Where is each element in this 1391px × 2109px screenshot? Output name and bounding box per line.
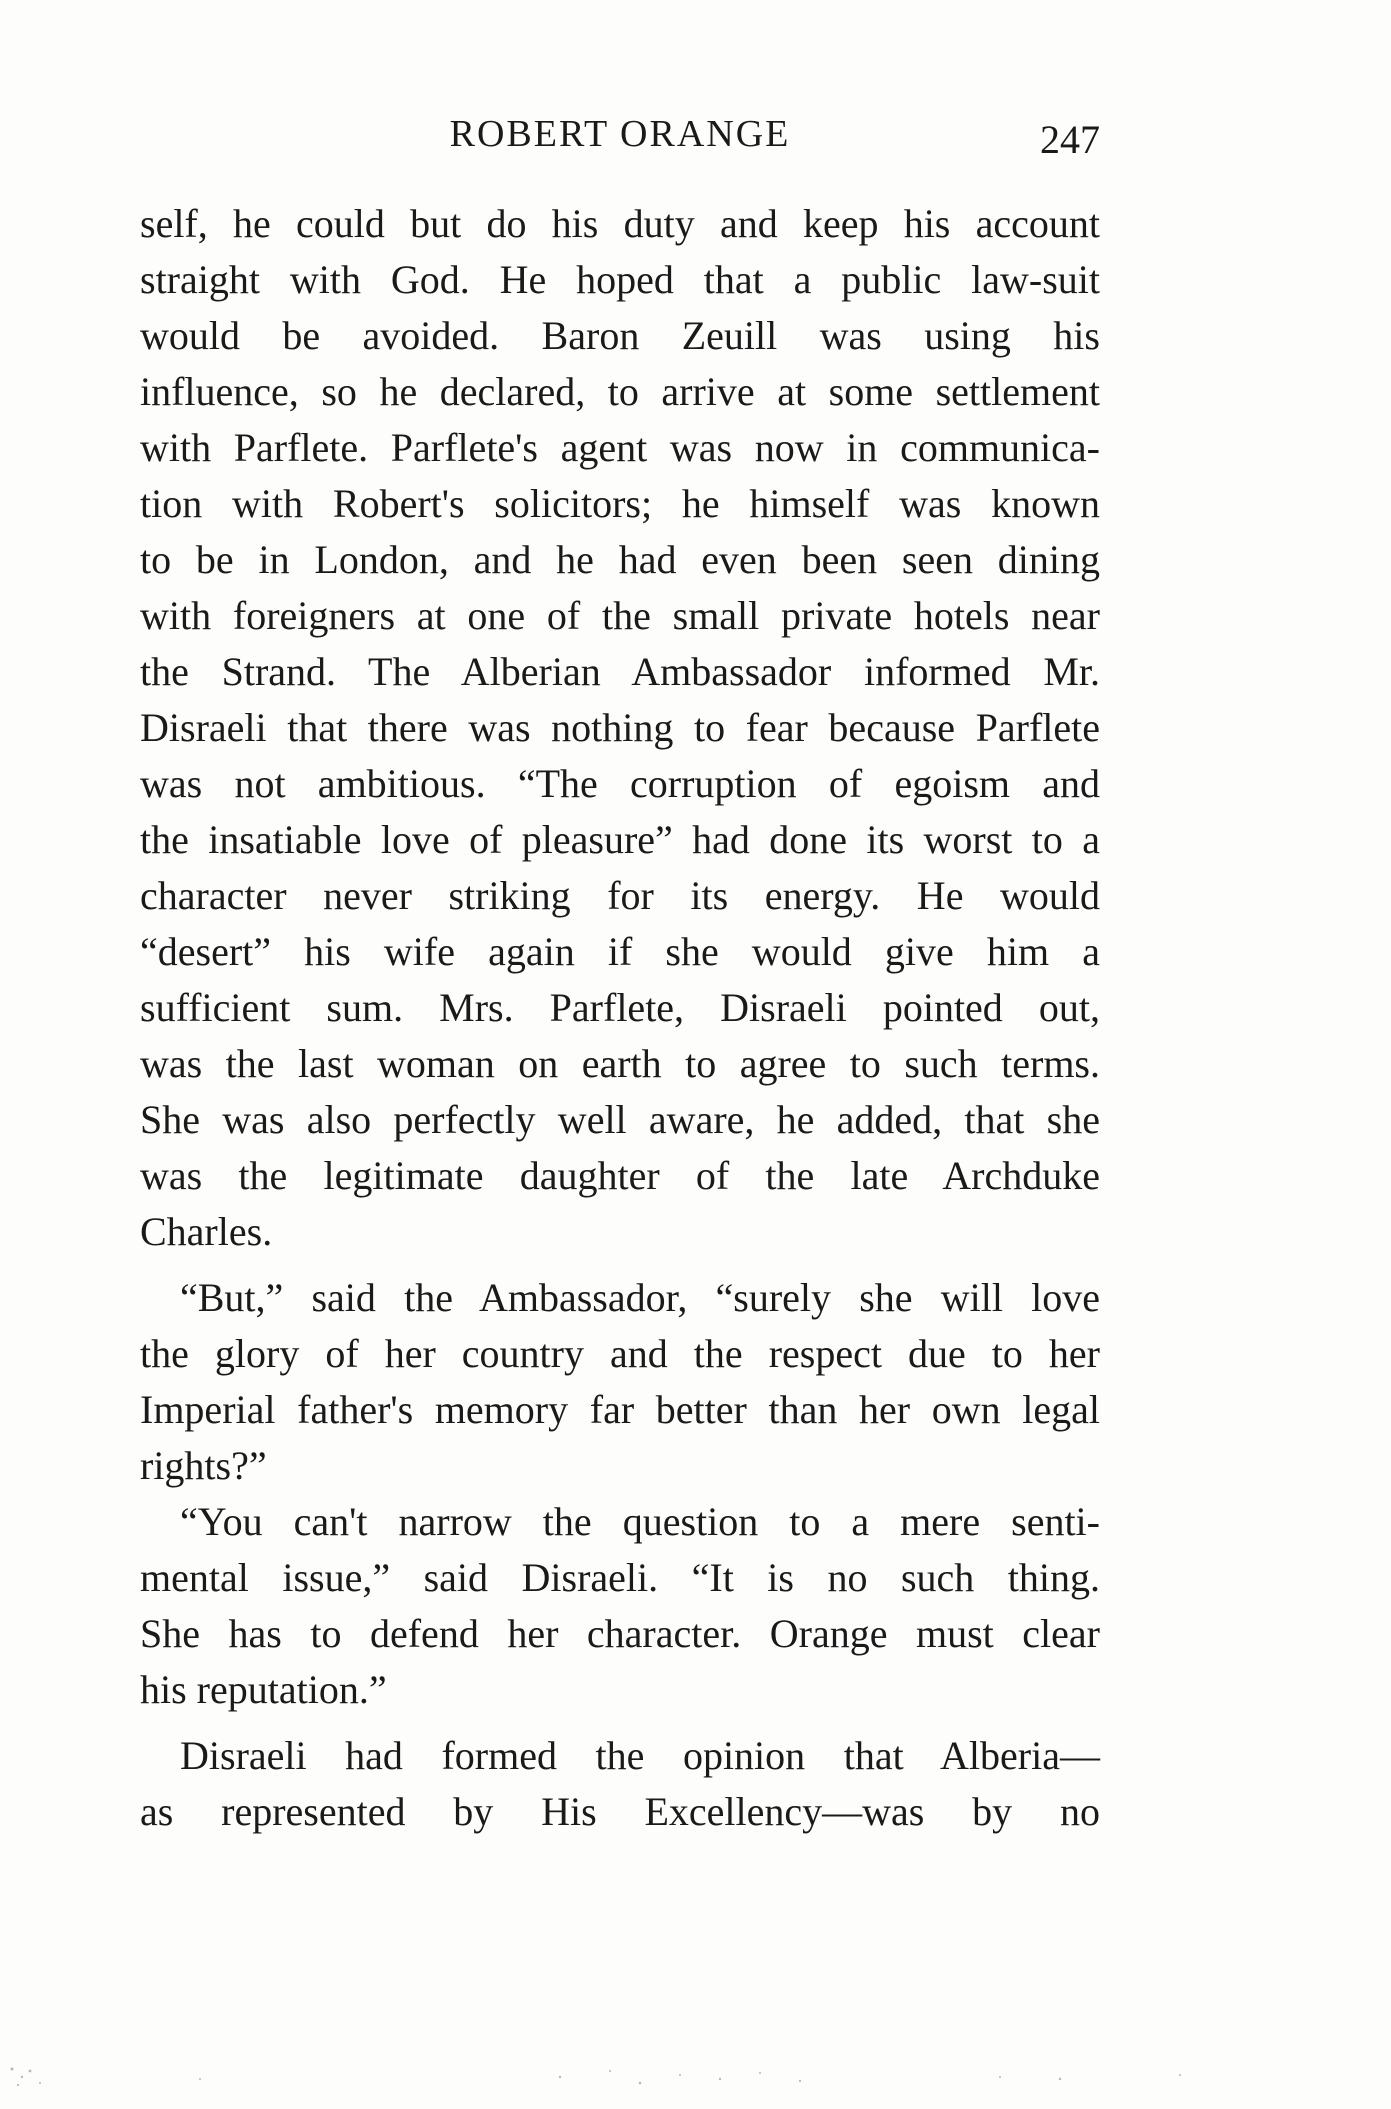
text-line: the glory of her country and the respect due to her: [140, 1331, 1100, 1376]
text-line: mental issue,” said Disraeli. “It is no such thing.: [140, 1555, 1100, 1600]
text-line: influence, so he declared, to arrive at some settlement: [140, 369, 1100, 414]
text-line: character never striking for its energy. He would: [140, 873, 1100, 918]
text-line: self, he could but do his duty and keep his account: [140, 201, 1100, 246]
text-line: to be in London, and he had even been seen dining: [140, 537, 1100, 582]
text-line: with foreigners at one of the small private hotels near: [140, 593, 1100, 638]
text-line: the insatiable love of pleasure” had done its worst to a: [140, 817, 1100, 862]
text-line: tion with Robert's solicitors; he himself was known: [140, 481, 1100, 526]
text-line: was the last woman on earth to agree to such terms.: [140, 1041, 1100, 1086]
text-line: his reputation.”: [140, 1667, 387, 1712]
text-line: would be avoided. Baron Zeuill was using his: [140, 313, 1100, 358]
text-line: “But,” said the Ambassador, “surely she will love: [180, 1275, 1100, 1320]
scan-specks: [0, 2049, 1391, 2109]
text-line: with Parflete. Parflete's agent was now in communica-: [140, 425, 1100, 470]
text-line: was not ambitious. “The corruption of egoism and: [140, 761, 1100, 806]
text-line: “desert” his wife again if she would give him a: [140, 929, 1100, 974]
text-line: She was also perfectly well aware, he added, that she: [140, 1097, 1100, 1142]
text-line: She has to defend her character. Orange must clear: [140, 1611, 1100, 1656]
text-line: “You can't narrow the question to a mere senti-: [180, 1499, 1100, 1544]
running-head: [140, 112, 1100, 172]
text-line: Disraeli that there was nothing to fear because Parflete: [140, 705, 1100, 750]
text-line: straight with God. He hoped that a public law-suit: [140, 257, 1100, 302]
text-line: Imperial father's memory far better than her own legal: [140, 1387, 1100, 1432]
text-line: as represented by His Excellency—was by no: [140, 1789, 1100, 1834]
text-line: the Strand. The Alberian Ambassador informed Mr.: [140, 649, 1100, 694]
text-line: Disraeli had formed the opinion that Alberia—: [180, 1733, 1100, 1778]
page-number: 247: [1040, 117, 1100, 162]
running-title: ROBERT ORANGE: [449, 113, 791, 155]
text-line: was the legitimate daughter of the late Archduke: [140, 1153, 1100, 1198]
text-line: Charles.: [140, 1209, 273, 1254]
text-line: sufficient sum. Mrs. Parflete, Disraeli pointed out,: [140, 985, 1100, 1030]
text-line: rights?”: [140, 1443, 267, 1488]
